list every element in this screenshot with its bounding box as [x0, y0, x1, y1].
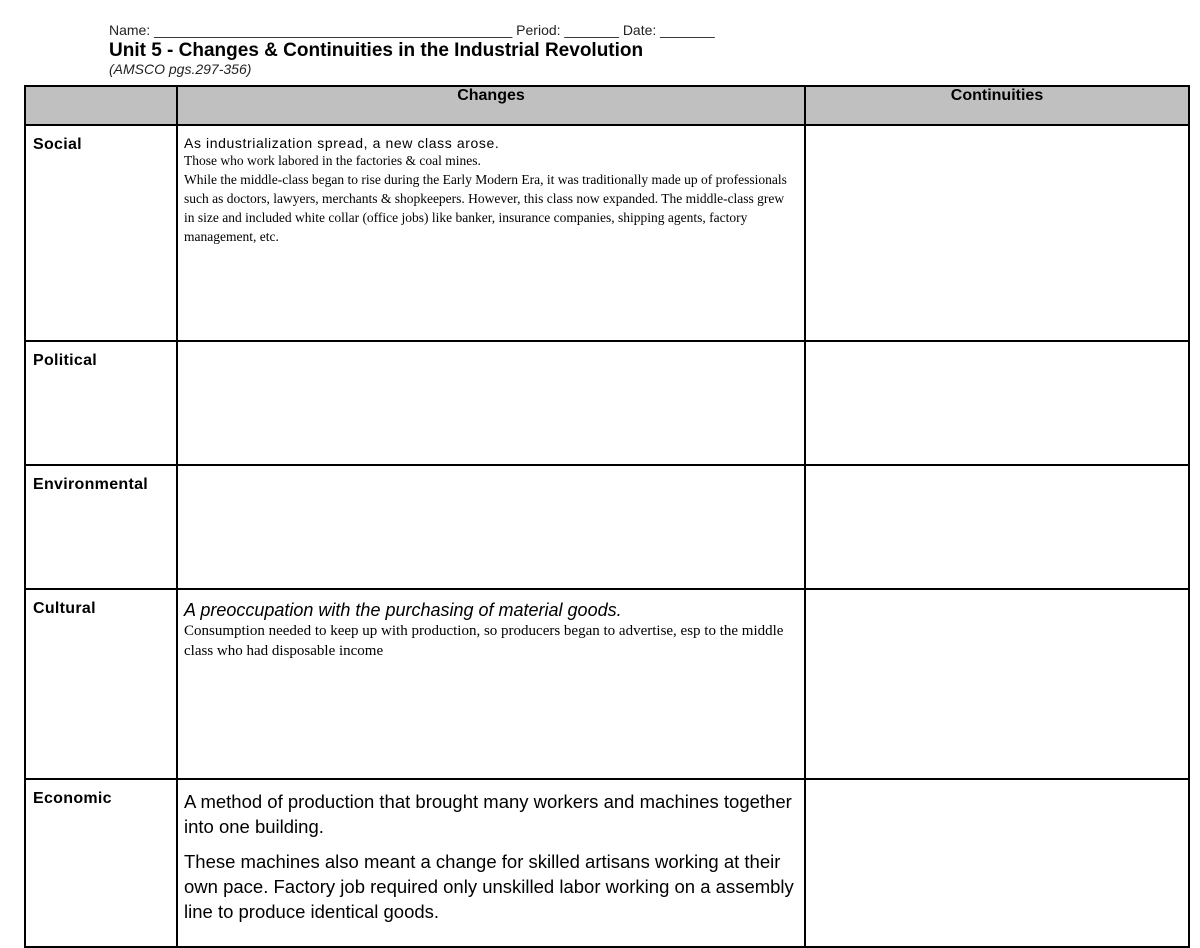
cultural-changes-heading: A preoccupation with the purchasing of material goods. — [184, 600, 622, 620]
environmental-continuities-cell[interactable] — [805, 465, 1189, 589]
header-changes: Changes — [177, 86, 805, 125]
page-reference: (AMSCO pgs.297-356) — [109, 61, 252, 77]
environmental-changes-cell[interactable] — [177, 465, 805, 589]
social-changes-line2: Those who work labored in the factories & coal mines. — [184, 153, 481, 168]
economic-changes-paragraph2: These machines also meant a change for skilled artisans working at their own pace. Factory job required only unskilled labor working on a assembly line to produce identical goods. — [184, 851, 794, 922]
social-changes-paragraph: While the middle-class began to rise during the Early Modern Era, it was traditionally made up of professionals such as doctors, lawyers, merchants & shopkeepers. However, this class now expanded. The middle-class grew in size and included white collar (office jobs) like banker, insurance companies, shipping agents, factory management, etc. — [184, 172, 787, 244]
name-period-date-line: Name: ______________________________________________ Period: _______ Date: _______ — [109, 22, 715, 38]
cultural-changes-cell[interactable] — [177, 589, 805, 779]
row-label-cultural: Cultural — [25, 589, 177, 779]
social-continuities-cell[interactable] — [805, 125, 1189, 341]
table-row-social — [25, 125, 1189, 341]
row-label-social: Social — [25, 125, 177, 341]
table-row-political — [25, 341, 1189, 465]
economic-changes-cell[interactable] — [177, 779, 805, 947]
economic-continuities-cell[interactable] — [805, 779, 1189, 947]
political-continuities-cell[interactable] — [805, 341, 1189, 465]
worksheet-title: Unit 5 - Changes & Continuities in the Industrial Revolution — [109, 40, 644, 61]
social-changes-cell[interactable] — [177, 125, 805, 341]
cultural-changes-paragraph: Consumption needed to keep up with production, so producers began to advertise, esp to the middle class who had disposable income — [184, 623, 784, 659]
table-row-economic — [25, 779, 1189, 947]
row-label-economic: Economic — [25, 779, 177, 947]
economic-changes-paragraph1: A method of production that brought many workers and machines together into one building. — [184, 791, 792, 837]
header-blank — [25, 86, 177, 125]
header-continuities: Continuities — [805, 86, 1189, 125]
worksheet-header — [109, 22, 1109, 76]
cultural-continuities-cell[interactable] — [805, 589, 1189, 779]
row-label-political: Political — [25, 341, 177, 465]
social-changes-line1: As industrialization spread, a new class arose. — [184, 135, 500, 151]
changes-continuities-table — [24, 85, 1190, 948]
table-header-row — [25, 86, 1189, 125]
table-row-environmental — [25, 465, 1189, 589]
political-changes-cell[interactable] — [177, 341, 805, 465]
table-row-cultural — [25, 589, 1189, 779]
row-label-environmental: Environmental — [25, 465, 177, 589]
